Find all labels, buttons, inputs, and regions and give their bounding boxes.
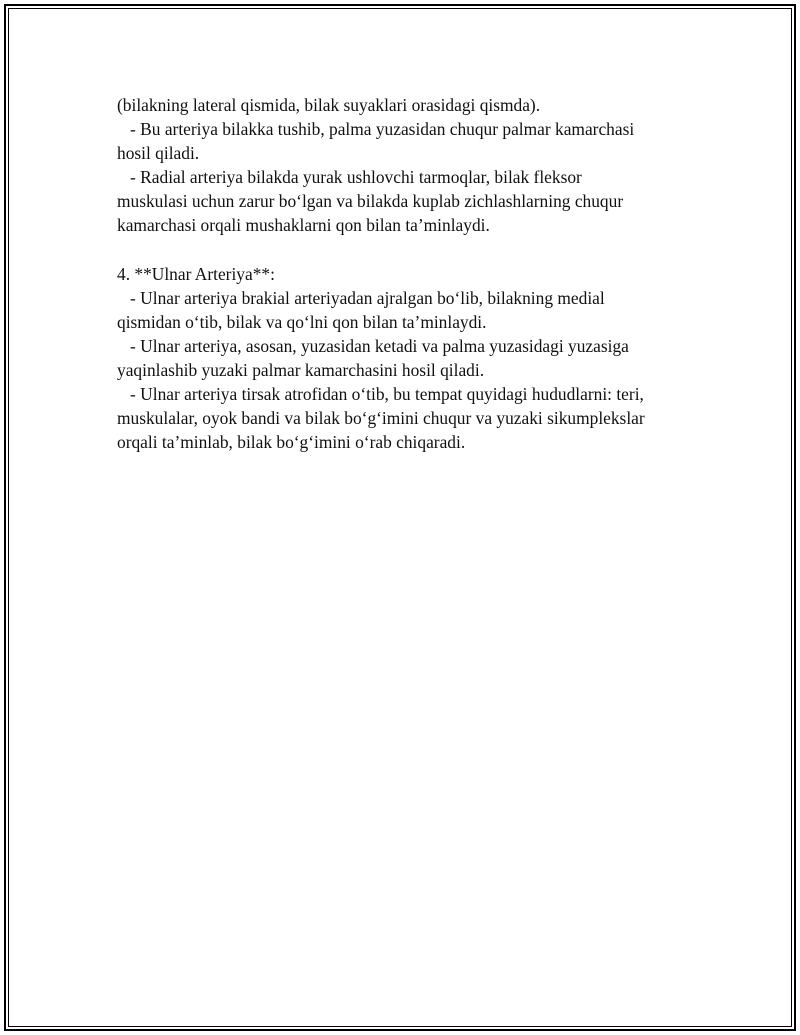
text-line: - Radial arteriya bilakda yurak ushlovchi tarmoqlar, bilak fleksor	[117, 167, 582, 188]
blank-line	[117, 238, 717, 262]
text-line: muskulasi uchun zarur bo‘lgan va bilakda kuplab zichlashlarning chuqur	[117, 191, 624, 212]
text-line: muskulalar, oyok bandi va bilak bo‘g‘imini chuqur va yuzaki sikumplekslar	[117, 408, 645, 429]
text-line: - Ulnar arteriya tirsak atrofidan o‘tib, bu tempat quyidagi hududlarni: teri,	[117, 384, 644, 405]
text-line: - Ulnar arteriya, asosan, yuzasidan ketadi va palma yuzasidagi yuzasiga	[117, 335, 629, 356]
document-body	[117, 93, 717, 454]
text-line: yaqinlashib yuzaki palmar kamarchasini hosil qiladi.	[117, 360, 485, 381]
text-line: - Ulnar arteriya brakial arteriyadan ajralgan bo‘lib, bilakning medial	[117, 287, 605, 308]
text-line: orqali ta’minlab, bilak bo‘g‘imini o‘rab chiqaradi.	[117, 432, 466, 453]
text-line: qismidan o‘tib, bilak va qo‘lni qon bilan ta’minlaydi.	[117, 311, 487, 332]
text-line: kamarchasi orqali mushaklarni qon bilan ta’minlaydi.	[117, 215, 490, 236]
section-heading: 4. **Ulnar Arteriya**:	[117, 263, 275, 284]
text-line: - Bu arteriya bilakka tushib, palma yuzasidan chuqur palmar kamarchasi	[117, 119, 635, 140]
text-line: (bilakning lateral qismida, bilak suyaklari orasidagi qismda).	[117, 95, 541, 115]
text-line: hosil qiladi.	[117, 143, 200, 164]
